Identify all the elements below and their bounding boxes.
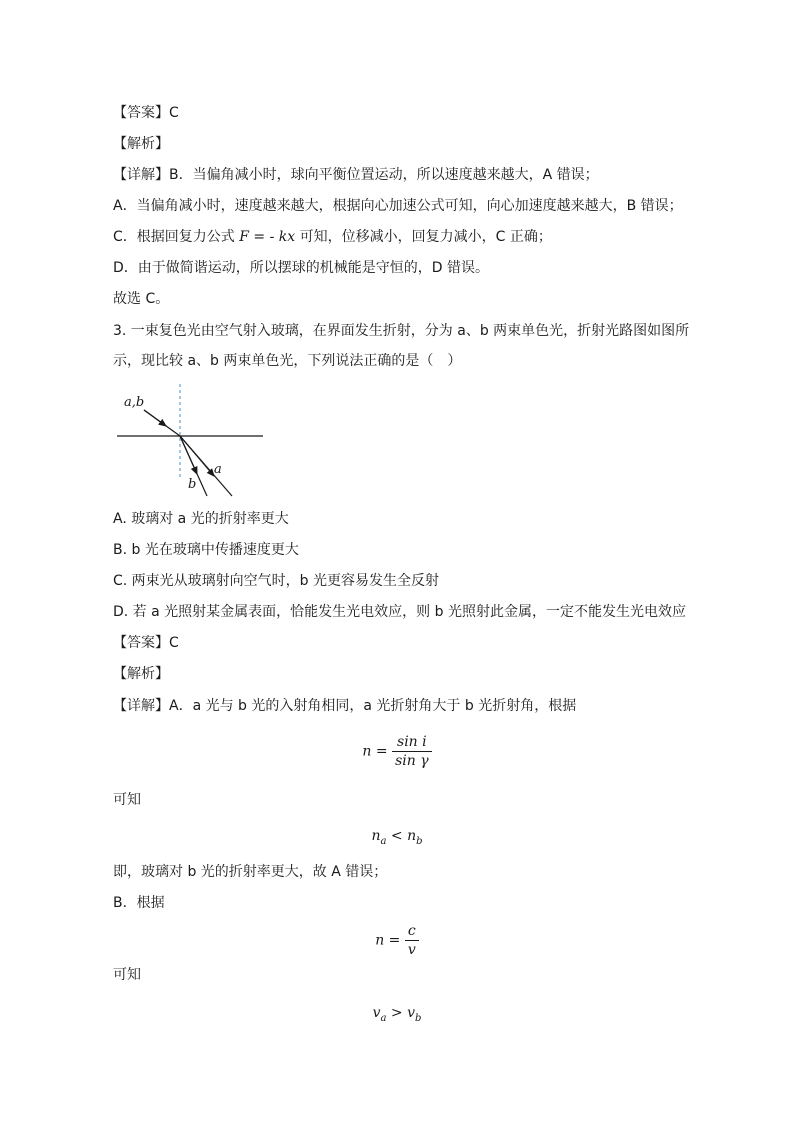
answer-label-2: 【答案】C	[113, 635, 179, 651]
detail-b-line: 【详解】B．当偏角减小时，球向平衡位置运动，所以速度越来越大，A 错误；	[113, 167, 599, 183]
formula4-b-sub: b	[415, 1012, 422, 1024]
restoring-force-formula: F = - kx	[239, 229, 296, 245]
formula2-op: <	[390, 828, 403, 844]
b-intro-line: B．根据	[113, 895, 165, 911]
conclusion-line-1: 故选 C。	[113, 291, 170, 307]
option-c: C. 两束光从玻璃射向空气时，b 光更容易发生全反射	[113, 573, 440, 589]
formula1-fraction	[392, 733, 432, 770]
detail-a-section2: 【详解】A．a 光与 b 光的入射角相同，a 光折射角大于 b 光折射角，根据	[113, 698, 577, 714]
detail-c-line	[113, 227, 552, 247]
question-3-line-2: 示，现比较 a、b 两束单色光，下列说法正确的是（ ）	[113, 353, 462, 369]
label-b: b	[188, 477, 197, 492]
formula3-lhs: n =	[375, 932, 401, 949]
formula3-denominator: v	[407, 942, 416, 958]
formula-refractive-index	[0, 733, 794, 770]
conclusion-a-line: 即，玻璃对 b 光的折射率更大，故 A 错误；	[113, 864, 388, 880]
formula2-a-sub: a	[380, 835, 387, 847]
refraction-diagram	[108, 382, 278, 502]
option-b: B. b 光在玻璃中传播速度更大	[113, 542, 299, 558]
formula2-b: n	[407, 828, 417, 844]
option-a: A. 玻璃对 a 光的折射率更大	[113, 511, 289, 527]
ke-zhi-2: 可知	[113, 967, 141, 983]
label-a: a	[214, 462, 222, 477]
formula-va-vb	[0, 1003, 794, 1029]
formula4-a: v	[372, 1005, 381, 1021]
formula2-a: n	[371, 828, 381, 844]
answer-label-1: 【答案】C	[113, 105, 179, 121]
analysis-label-2: 【解析】	[113, 666, 169, 682]
analysis-label-1: 【解析】	[113, 136, 169, 152]
ke-zhi-1: 可知	[113, 792, 141, 808]
formula1-numerator: sin i	[392, 733, 432, 752]
detail-c-post: 可知，位移减小，回复力减小，C 正确；	[299, 229, 552, 245]
formula1-lhs: n =	[362, 743, 388, 760]
formula3-numerator: c	[405, 922, 419, 941]
formula-n-c-v	[0, 922, 794, 959]
question-3-line-1: 3. 一束复色光由空气射入玻璃，在界面发生折射，分为 a、b 两束单色光，折射光路图如图所	[113, 323, 690, 339]
formula4-op: >	[390, 1005, 403, 1021]
formula2-b-sub: b	[416, 835, 423, 847]
refracted-ray-b-arrow	[180, 436, 197, 474]
incident-ray-arrow	[144, 410, 166, 426]
formula4-b: v	[407, 1005, 416, 1021]
label-incident: a,b	[124, 395, 145, 410]
refracted-ray-a-arrow	[180, 436, 214, 476]
detail-c-pre: C．根据回复力公式	[113, 229, 235, 245]
formula-na-nb	[0, 826, 794, 852]
option-d: D. 若 a 光照射某金属表面，恰能发生光电效应，则 b 光照射此金属，一定不能发生光电效应	[113, 604, 686, 620]
formula1-denominator: sin γ	[395, 753, 429, 769]
formula4-a-sub: a	[380, 1012, 387, 1024]
detail-d-line: D．由于做简谐运动，所以摆球的机械能是守恒的，D 错误。	[113, 260, 490, 276]
formula3-fraction	[405, 922, 419, 959]
detail-a-line: A．当偏角减小时，速度越来越大，根据向心加速公式可知，向心加速度越来越大，B 错误；	[113, 198, 683, 214]
